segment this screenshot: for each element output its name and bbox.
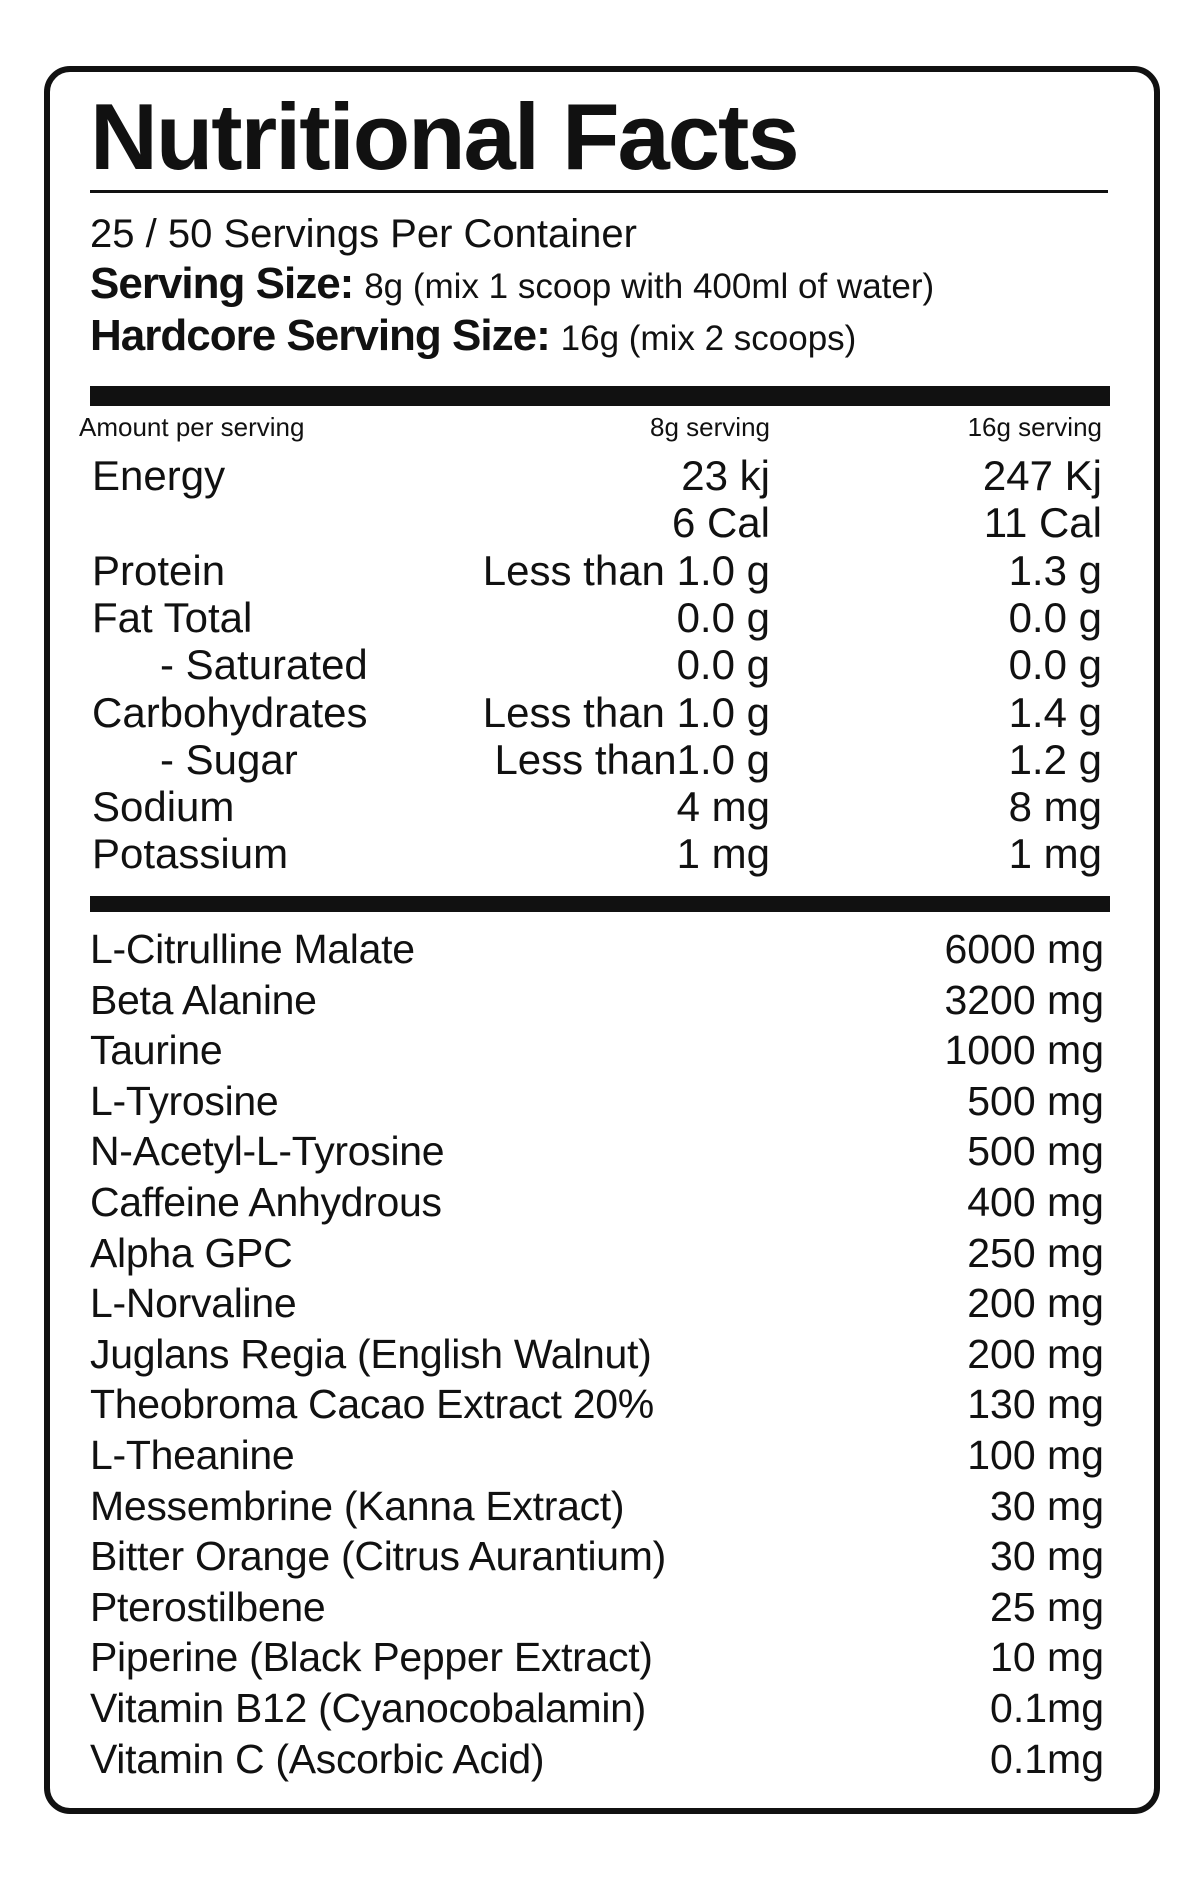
- nutrient-value-8g: Less than1.0 g: [494, 735, 770, 783]
- ingredient-amount: 130 mg: [967, 1381, 1104, 1428]
- ingredient-amount: 0.1mg: [990, 1735, 1104, 1782]
- nutrient-label: - Sugar: [160, 735, 298, 783]
- nutrient-row: [0, 830, 1200, 877]
- ingredient-row: [0, 1683, 1200, 1734]
- serving-size-label: Serving Size:: [90, 259, 354, 308]
- ingredient-row: [0, 1632, 1200, 1683]
- ingredient-name: Caffeine Anhydrous: [90, 1179, 442, 1225]
- ingredient-amount: 10 mg: [990, 1634, 1104, 1681]
- nutrient-value-8g: Less than 1.0 g: [482, 546, 770, 594]
- ingredient-amount: 500 mg: [967, 1128, 1104, 1175]
- ingredient-name: N-Acetyl-L-Tyrosine: [90, 1128, 445, 1175]
- nutrient-label: Protein: [92, 546, 226, 594]
- nutrient-value-16g: 1.3 g: [1008, 546, 1102, 594]
- ingredient-name: L-Theanine: [90, 1432, 295, 1478]
- ingredient-row: [0, 924, 1200, 975]
- nutrient-label: Energy: [92, 452, 226, 499]
- hardcore-serving-size-line: [90, 311, 857, 360]
- nutrient-value-8g: Less than 1.0 g: [482, 688, 770, 736]
- ingredient-amount: 500 mg: [967, 1077, 1104, 1124]
- nutrient-label: Carbohydrates: [92, 688, 368, 736]
- nutrient-row: [0, 452, 1200, 499]
- nutrient-value-16g: 247 Kj: [982, 452, 1102, 499]
- nutrient-value-16g: 8 mg: [1008, 783, 1102, 831]
- nutrient-value-8g: 0.0 g: [676, 641, 770, 689]
- ingredient-amount: 30 mg: [990, 1533, 1104, 1580]
- ingredient-row: [0, 1379, 1200, 1430]
- nutrient-value-16g: 11 Cal: [983, 499, 1102, 547]
- nutrient-value-16g: 1 mg: [1008, 830, 1102, 878]
- ingredient-name: Alpha GPC: [90, 1229, 293, 1276]
- column-header-16g: 16g serving: [967, 412, 1102, 442]
- nutrient-value-8g: 0.0 g: [676, 593, 770, 641]
- thick-divider-top: [90, 386, 1110, 406]
- ingredient-amount: 200 mg: [967, 1280, 1104, 1327]
- ingredient-name: Bitter Orange (Citrus Aurantium): [90, 1533, 666, 1580]
- nutrient-value-16g: 0.0 g: [1008, 593, 1102, 641]
- ingredient-amount: 1000 mg: [944, 1027, 1104, 1074]
- nutrient-value-8g: 23 kj: [681, 452, 770, 499]
- nutrient-value-16g: 1.2 g: [1008, 735, 1102, 783]
- nutrient-value-8g: 1 mg: [676, 830, 770, 878]
- hardcore-serving-size-value: 16g (mix 2 scoops): [560, 319, 857, 358]
- ingredient-row: [0, 1126, 1200, 1177]
- nutrient-row: [0, 641, 1200, 688]
- hardcore-serving-size-label: Hardcore Serving Size:: [90, 311, 550, 360]
- ingredient-name: Vitamin C (Ascorbic Acid): [90, 1735, 545, 1782]
- ingredient-name: Messembrine (Kanna Extract): [90, 1482, 625, 1529]
- nutrient-label: Sodium: [92, 783, 235, 831]
- nutrient-label: - Saturated: [160, 641, 368, 689]
- label-title: Nutritional Facts: [90, 84, 798, 189]
- ingredient-amount: 400 mg: [967, 1179, 1104, 1225]
- ingredient-amount: 250 mg: [967, 1229, 1104, 1276]
- nutrient-row: [0, 736, 1200, 783]
- nutrient-row: [0, 499, 1200, 546]
- ingredient-row: [0, 1177, 1200, 1228]
- ingredient-name: L-Citrulline Malate: [90, 926, 415, 972]
- column-header-8g: 8g serving: [650, 412, 770, 442]
- nutrient-row: [0, 547, 1200, 594]
- ingredient-row: [0, 1228, 1200, 1279]
- ingredient-name: Pterostilbene: [90, 1583, 326, 1630]
- ingredient-name: Taurine: [90, 1027, 223, 1074]
- nutrient-label: Potassium: [92, 830, 289, 878]
- ingredient-name: Vitamin B12 (Cyanocobalamin): [90, 1685, 647, 1731]
- ingredient-name: L-Tyrosine: [90, 1077, 279, 1124]
- thick-divider-bottom: [90, 896, 1110, 912]
- ingredient-name: L-Norvaline: [90, 1280, 297, 1327]
- ingredient-amount: 25 mg: [990, 1583, 1104, 1630]
- nutrient-row: [0, 783, 1200, 830]
- ingredient-row: [0, 1430, 1200, 1481]
- ingredient-name: Beta Alanine: [90, 976, 317, 1023]
- servings-per-container: 25 / 50 Servings Per Container: [90, 212, 637, 256]
- ingredient-name: Juglans Regia (English Walnut): [90, 1330, 652, 1377]
- nutrient-value-8g: 4 mg: [676, 783, 770, 831]
- ingredient-amount: 30 mg: [990, 1482, 1104, 1529]
- serving-size-line: [90, 259, 935, 308]
- ingredient-name: Theobroma Cacao Extract 20%: [90, 1381, 654, 1428]
- ingredient-row: [0, 1076, 1200, 1127]
- ingredient-row: [0, 1582, 1200, 1633]
- ingredient-row: [0, 1278, 1200, 1329]
- ingredient-row: [0, 1025, 1200, 1076]
- nutrient-row: [0, 594, 1200, 641]
- ingredient-amount: 100 mg: [967, 1432, 1104, 1478]
- ingredient-row: [0, 1531, 1200, 1582]
- nutrient-value-8g: 6 Cal: [671, 499, 770, 547]
- ingredient-amount: 6000 mg: [944, 926, 1104, 972]
- ingredient-row: [0, 975, 1200, 1026]
- column-header-amount: Amount per serving: [79, 412, 305, 442]
- ingredient-row: [0, 1734, 1200, 1785]
- ingredient-amount: 3200 mg: [944, 976, 1104, 1023]
- title-divider: [90, 190, 1108, 193]
- ingredient-amount: 0.1mg: [990, 1685, 1104, 1731]
- serving-size-value: 8g (mix 1 scoop with 400ml of water): [364, 267, 935, 306]
- nutrient-label: Fat Total: [92, 593, 253, 641]
- nutrient-row: [0, 689, 1200, 736]
- ingredient-row: [0, 1481, 1200, 1532]
- ingredient-amount: 200 mg: [967, 1330, 1104, 1377]
- ingredient-name: Piperine (Black Pepper Extract): [90, 1634, 653, 1681]
- nutrient-value-16g: 1.4 g: [1008, 688, 1102, 736]
- nutrient-value-16g: 0.0 g: [1008, 641, 1102, 689]
- ingredient-row: [0, 1329, 1200, 1380]
